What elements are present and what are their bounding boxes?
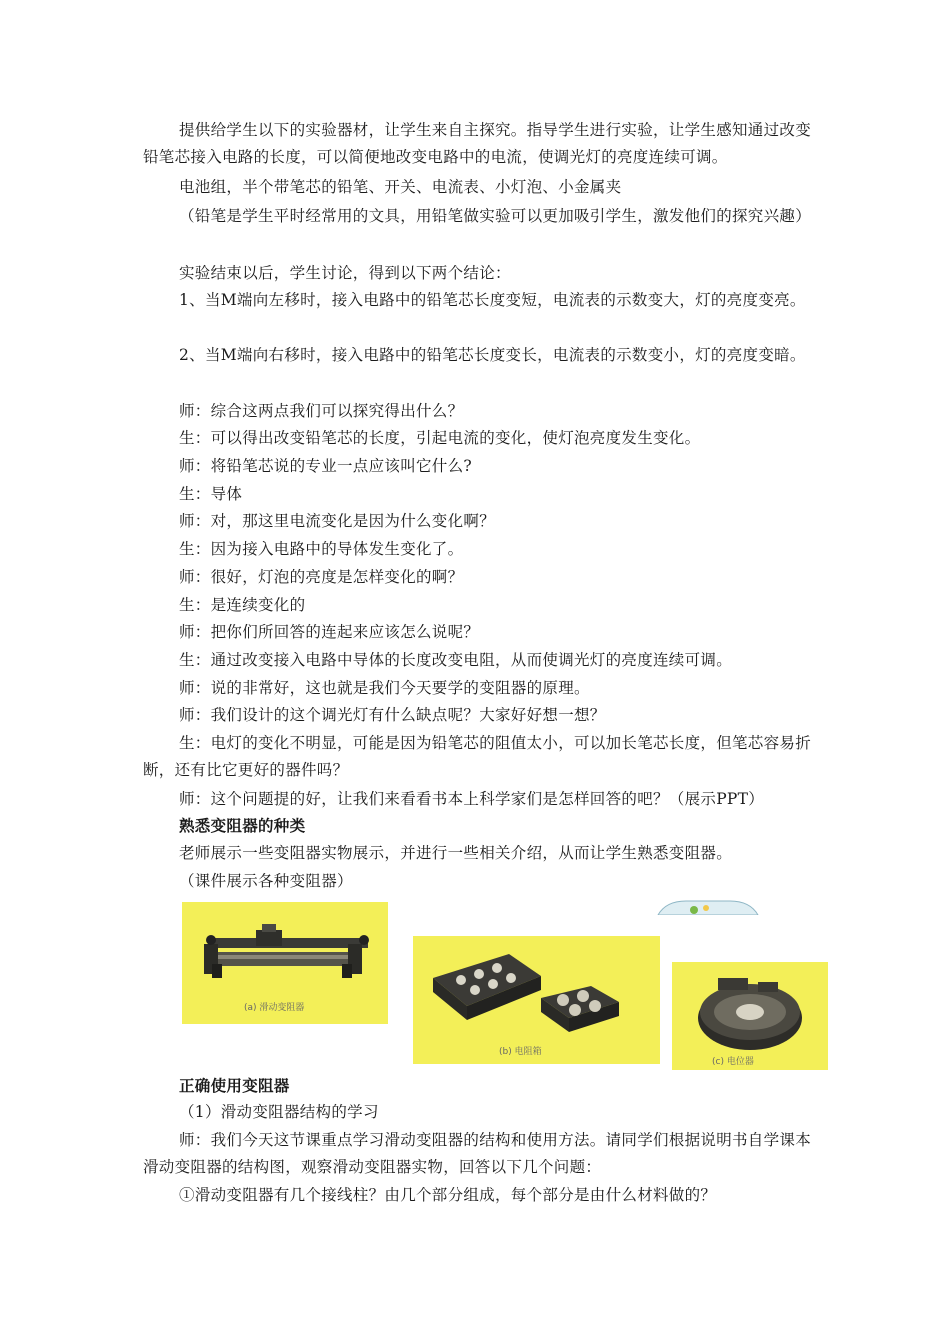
cartoon-fragment-image	[656, 899, 760, 915]
dialogue-line: 生：电灯的变化不明显，可能是因为铅笔芯的阻值太小，可以加长笔芯长度，但笔芯容易折断，还有比它更好的器件吗？	[143, 734, 812, 779]
paragraph-discussion: 实验结束以后，学生讨论，得到以下两个结论：	[179, 264, 511, 282]
caption-a: (a) 滑动变阻器	[244, 1003, 305, 1013]
dialogue-line: 师：把你们所回答的连起来应该怎么说呢？	[179, 623, 480, 641]
dialogue-line: 师：这个问题提的好，让我们来看看书本上科学家们是怎样回答的吧？（展示PPT）	[179, 790, 765, 808]
caption-b: (b) 电阻箱	[499, 1047, 542, 1057]
dialogue-line: 师：对，那这里电流变化是因为什么变化啊？	[179, 512, 496, 530]
dialogue-line: 生：可以得出改变铅笔芯的长度，引起电流的变化，使灯泡亮度发生变化。	[179, 429, 701, 447]
dialogue-line: 师：我们设计的这个调光灯有什么缺点呢？大家好好想一想？	[179, 706, 606, 724]
paragraph-structure-intro: 师：我们今天这节课重点学习滑动变阻器的结构和使用方法。请同学们根据说明书自学课本滑动变阻器的结构图，观察滑动变阻器实物，回答以下几个问题：	[143, 1131, 812, 1176]
paragraph-question-1: ①滑动变阻器有几个接线柱？由几个部分组成，每个部分是由什么材料做的？	[179, 1186, 717, 1204]
dialogue-line: 师：综合这两点我们可以探究得出什么？	[179, 402, 464, 420]
paragraph-intro: 提供给学生以下的实验器材，让学生来自主探究。指导学生进行实验，让学生感知通过改变铅笔芯接入电路的长度，可以简便地改变电路中的电流，使调光灯的亮度连续可调。	[143, 121, 812, 166]
dialogue-line: 生：导体	[179, 485, 243, 503]
section-heading-types: 熟悉变阻器的种类	[179, 817, 306, 835]
paragraph-courseware: （课件展示各种变阻器）	[179, 872, 353, 890]
dialogue-line: 师：很好，灯泡的亮度是怎样变化的啊？	[179, 568, 464, 586]
figure-sliding-rheostat	[182, 902, 388, 1024]
dialogue-line: 生：通过改变接入电路中导体的长度改变电阻，从而使调光灯的亮度连续可调。	[179, 651, 733, 669]
paragraph-conclusion-1: 1、当M端向左移时，接入电路中的铅笔芯长度变短，电流表的示数变大，灯的亮度变亮。	[179, 291, 806, 309]
paragraph-materials: 电池组，半个带笔芯的铅笔、开关、电流表、小灯泡、小金属夹	[179, 178, 622, 196]
dialogue-line: 师：说的非常好，这也就是我们今天要学的变阻器的原理。	[179, 679, 590, 697]
dialogue-line: 生：因为接入电路中的导体发生变化了。	[179, 540, 464, 558]
dialogue-line: 生：是连续变化的	[179, 596, 306, 614]
caption-c: (c) 电位器	[712, 1057, 754, 1067]
figure-resistance-box	[413, 936, 660, 1064]
paragraph-teacher-demo: 老师展示一些变阻器实物展示，并进行一些相关介绍，从而让学生熟悉变阻器。	[179, 844, 733, 862]
paragraph-conclusion-2: 2、当M端向右移时，接入电路中的铅笔芯长度变长，电流表的示数变小，灯的亮度变暗。	[179, 346, 806, 364]
paragraph-structure-title: （1）滑动变阻器结构的学习	[179, 1103, 379, 1121]
paragraph-note: （铅笔是学生平时经常用的文具，用铅笔做实验可以更加吸引学生，激发他们的探究兴趣）	[179, 207, 812, 225]
figure-potentiometer	[672, 962, 828, 1070]
figure-partial-cartoon	[656, 899, 760, 915]
dialogue-line: 师：将铅笔芯说的专业一点应该叫它什么?	[179, 457, 473, 475]
section-heading-usage: 正确使用变阻器	[179, 1077, 290, 1095]
